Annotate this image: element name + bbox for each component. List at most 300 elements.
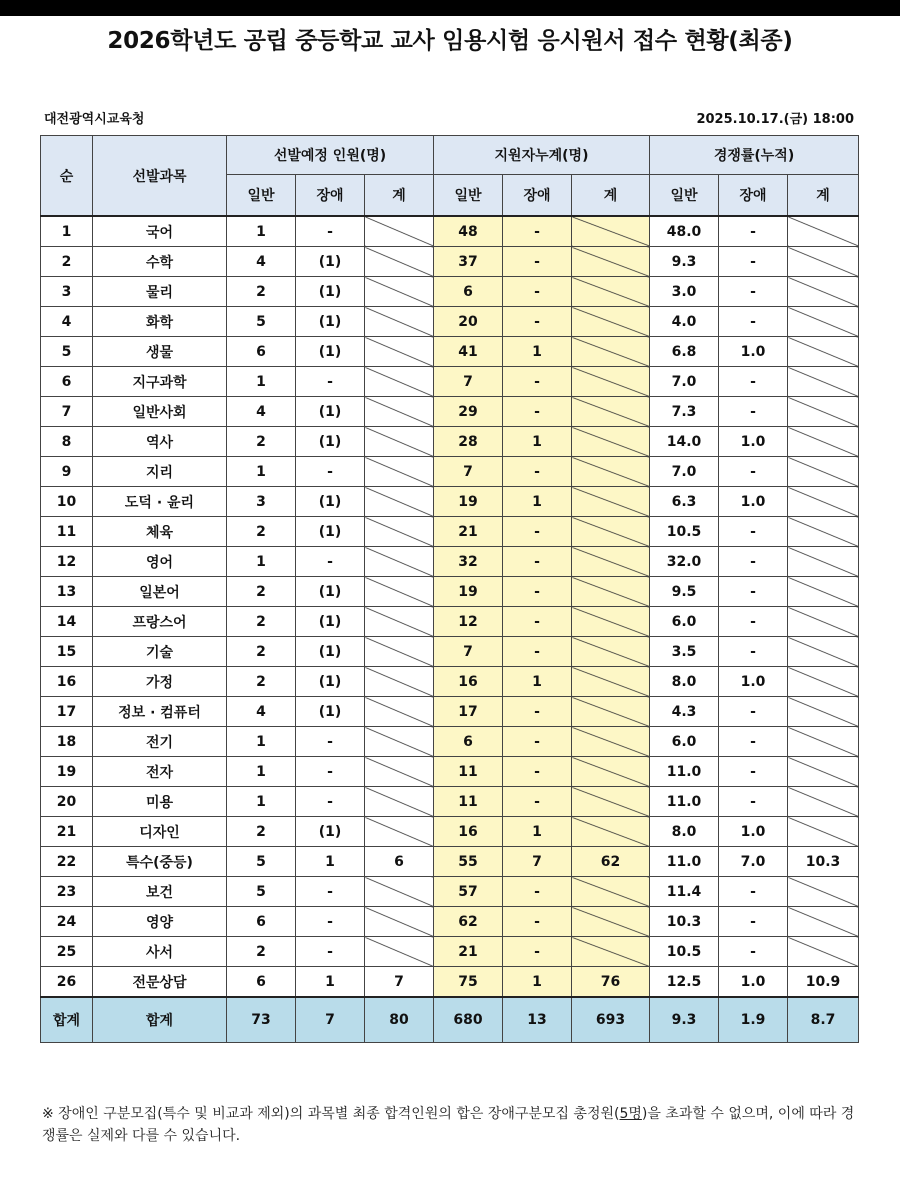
cell-applicants-total — [572, 337, 650, 367]
cell-ratio-total — [788, 457, 859, 487]
cell-quota-general: 2 — [227, 607, 296, 637]
cell-ratio-general: 11.0 — [650, 787, 719, 817]
table-header — [41, 136, 859, 217]
cell-quota-total — [365, 697, 434, 727]
cell-subject: 영어 — [93, 547, 227, 577]
cell-quota-total — [365, 637, 434, 667]
cell-applicants-disabled: 13 — [503, 997, 572, 1043]
table-row — [41, 277, 859, 307]
cell-ratio-disabled: - — [719, 307, 788, 337]
cell-applicants-total — [572, 667, 650, 697]
cell-applicants-general: 48 — [434, 216, 503, 247]
table-row — [41, 847, 859, 877]
cell-ratio-general: 11.0 — [650, 757, 719, 787]
cell-quota-general: 73 — [227, 997, 296, 1043]
header-applicants-total: 계 — [572, 175, 650, 217]
cell-applicants-disabled: - — [503, 457, 572, 487]
cell-subject: 물리 — [93, 277, 227, 307]
cell-applicants-total: 76 — [572, 967, 650, 998]
cell-ratio-general: 10.3 — [650, 907, 719, 937]
header-quota-general: 일반 — [227, 175, 296, 217]
cell-no: 8 — [41, 427, 93, 457]
cell-subject: 미용 — [93, 787, 227, 817]
cell-subject: 국어 — [93, 216, 227, 247]
cell-quota-general: 1 — [227, 457, 296, 487]
cell-quota-total — [365, 607, 434, 637]
cell-ratio-general: 11.0 — [650, 847, 719, 877]
cell-quota-disabled: - — [296, 727, 365, 757]
cell-applicants-general: 7 — [434, 637, 503, 667]
header-quota-total: 계 — [365, 175, 434, 217]
cell-ratio-disabled: - — [719, 367, 788, 397]
cell-ratio-disabled: - — [719, 787, 788, 817]
cell-subject: 지구과학 — [93, 367, 227, 397]
cell-quota-total: 80 — [365, 997, 434, 1043]
cell-applicants-general: 7 — [434, 367, 503, 397]
cell-ratio-general: 9.5 — [650, 577, 719, 607]
cell-applicants-general: 6 — [434, 277, 503, 307]
cell-no: 23 — [41, 877, 93, 907]
cell-quota-disabled: 1 — [296, 967, 365, 998]
cell-ratio-disabled: 7.0 — [719, 847, 788, 877]
cell-ratio-general: 6.3 — [650, 487, 719, 517]
cell-ratio-general: 12.5 — [650, 967, 719, 998]
cell-applicants-disabled: 1 — [503, 817, 572, 847]
cell-applicants-general: 11 — [434, 787, 503, 817]
cell-no: 20 — [41, 787, 93, 817]
cell-quota-total — [365, 337, 434, 367]
cell-ratio-general: 6.8 — [650, 337, 719, 367]
cell-applicants-general: 62 — [434, 907, 503, 937]
cell-applicants-total — [572, 397, 650, 427]
cell-quota-disabled: (1) — [296, 307, 365, 337]
cell-ratio-general: 32.0 — [650, 547, 719, 577]
cell-quota-disabled: (1) — [296, 427, 365, 457]
cell-quota-total — [365, 547, 434, 577]
cell-ratio-disabled: - — [719, 547, 788, 577]
cell-subject: 화학 — [93, 307, 227, 337]
cell-applicants-general: 7 — [434, 457, 503, 487]
cell-quota-general: 2 — [227, 427, 296, 457]
cell-ratio-disabled: - — [719, 216, 788, 247]
footnote-underlined: 5명 — [619, 1106, 642, 1122]
header-subject: 선발과목 — [93, 136, 227, 217]
cell-no: 11 — [41, 517, 93, 547]
cell-applicants-disabled: - — [503, 607, 572, 637]
cell-quota-total — [365, 817, 434, 847]
table-row — [41, 937, 859, 967]
cell-quota-general: 4 — [227, 247, 296, 277]
application-status-table — [40, 135, 859, 1043]
cell-subject: 전문상담 — [93, 967, 227, 998]
cell-subject: 역사 — [93, 427, 227, 457]
cell-ratio-general: 14.0 — [650, 427, 719, 457]
cell-no: 4 — [41, 307, 93, 337]
cell-ratio-disabled: 1.0 — [719, 967, 788, 998]
cell-applicants-disabled: 7 — [503, 847, 572, 877]
cell-applicants-disabled: - — [503, 547, 572, 577]
cell-quota-disabled: (1) — [296, 817, 365, 847]
cell-quota-disabled: (1) — [296, 697, 365, 727]
header-quota-disabled: 장애 — [296, 175, 365, 217]
cell-applicants-total: 693 — [572, 997, 650, 1043]
cell-subject: 지리 — [93, 457, 227, 487]
cell-quota-disabled: (1) — [296, 667, 365, 697]
cell-no: 5 — [41, 337, 93, 367]
cell-applicants-general: 19 — [434, 577, 503, 607]
cell-subject: 생물 — [93, 337, 227, 367]
cell-ratio-total — [788, 757, 859, 787]
table-row — [41, 547, 859, 577]
cell-ratio-general: 4.0 — [650, 307, 719, 337]
table-row — [41, 787, 859, 817]
cell-applicants-total — [572, 877, 650, 907]
table-row — [41, 367, 859, 397]
cell-ratio-total — [788, 277, 859, 307]
cell-applicants-disabled: - — [503, 277, 572, 307]
cell-applicants-general: 17 — [434, 697, 503, 727]
cell-no: 3 — [41, 277, 93, 307]
cell-applicants-general: 12 — [434, 607, 503, 637]
cell-applicants-total — [572, 937, 650, 967]
cell-ratio-total — [788, 937, 859, 967]
cell-quota-total: 7 — [365, 967, 434, 998]
cell-ratio-disabled: - — [719, 247, 788, 277]
cell-quota-disabled: - — [296, 547, 365, 577]
footnote-text-1: ※ 장애인 구분모집(특수 및 비교과 제외)의 과목별 최종 합격인원의 합은 장애구분모집 총정원( — [42, 1106, 620, 1122]
cell-applicants-total — [572, 457, 650, 487]
cell-ratio-disabled: - — [719, 727, 788, 757]
cell-quota-disabled: - — [296, 877, 365, 907]
header-ratio-total: 계 — [788, 175, 859, 217]
cell-ratio-total — [788, 427, 859, 457]
cell-no: 13 — [41, 577, 93, 607]
table-row — [41, 757, 859, 787]
cell-subject: 일반사회 — [93, 397, 227, 427]
cell-applicants-disabled: 1 — [503, 967, 572, 998]
cell-applicants-total — [572, 427, 650, 457]
table-row — [41, 907, 859, 937]
cell-applicants-total — [572, 817, 650, 847]
cell-applicants-general: 11 — [434, 757, 503, 787]
cell-applicants-disabled: - — [503, 787, 572, 817]
cell-subject: 사서 — [93, 937, 227, 967]
cell-quota-general: 1 — [227, 216, 296, 247]
cell-quota-general: 1 — [227, 367, 296, 397]
cell-ratio-general: 3.5 — [650, 637, 719, 667]
table-row — [41, 427, 859, 457]
cell-quota-disabled: (1) — [296, 397, 365, 427]
cell-applicants-total — [572, 787, 650, 817]
cell-applicants-disabled: - — [503, 907, 572, 937]
cell-applicants-general: 19 — [434, 487, 503, 517]
cell-quota-general: 2 — [227, 817, 296, 847]
organization-label: 대전광역시교육청 — [44, 112, 145, 127]
cell-ratio-general: 7.3 — [650, 397, 719, 427]
cell-no: 25 — [41, 937, 93, 967]
cell-quota-general: 2 — [227, 577, 296, 607]
table-row — [41, 727, 859, 757]
cell-applicants-total — [572, 487, 650, 517]
cell-ratio-disabled: - — [719, 907, 788, 937]
cell-ratio-total — [788, 877, 859, 907]
cell-ratio-disabled: - — [719, 607, 788, 637]
cell-applicants-disabled: - — [503, 216, 572, 247]
cell-ratio-general: 6.0 — [650, 727, 719, 757]
cell-ratio-total — [788, 727, 859, 757]
cell-quota-general: 1 — [227, 787, 296, 817]
cell-quota-total — [365, 727, 434, 757]
table-row — [41, 817, 859, 847]
cell-quota-disabled: - — [296, 907, 365, 937]
cell-quota-disabled: 1 — [296, 847, 365, 877]
cell-quota-total — [365, 907, 434, 937]
cell-ratio-disabled: - — [719, 637, 788, 667]
cell-quota-total — [365, 397, 434, 427]
cell-applicants-total — [572, 367, 650, 397]
cell-quota-disabled: (1) — [296, 277, 365, 307]
cell-applicants-general: 41 — [434, 337, 503, 367]
cell-ratio-disabled: - — [719, 757, 788, 787]
footnote-text-2: )을 초과할 수 없으며, 이에 따라 경쟁률은 실제와 다를 수 있습니다. — [42, 1106, 855, 1144]
cell-subject: 영양 — [93, 907, 227, 937]
table-row — [41, 337, 859, 367]
cell-quota-disabled: - — [296, 757, 365, 787]
cell-applicants-disabled: - — [503, 877, 572, 907]
cell-no: 19 — [41, 757, 93, 787]
cell-quota-general: 4 — [227, 397, 296, 427]
cell-no: 합계 — [41, 997, 93, 1043]
cell-applicants-general: 32 — [434, 547, 503, 577]
cell-quota-disabled: (1) — [296, 247, 365, 277]
cell-applicants-general: 55 — [434, 847, 503, 877]
header-applicants-disabled: 장애 — [503, 175, 572, 217]
header-no: 순 — [41, 136, 93, 217]
cell-applicants-general: 6 — [434, 727, 503, 757]
cell-quota-disabled: (1) — [296, 577, 365, 607]
cell-quota-total — [365, 787, 434, 817]
cell-subject: 기술 — [93, 637, 227, 667]
cell-ratio-total — [788, 517, 859, 547]
cell-no: 7 — [41, 397, 93, 427]
cell-ratio-total — [788, 637, 859, 667]
cell-applicants-total — [572, 757, 650, 787]
cell-quota-general: 4 — [227, 697, 296, 727]
table-row — [41, 307, 859, 337]
cell-no: 12 — [41, 547, 93, 577]
cell-quota-disabled: - — [296, 787, 365, 817]
cell-quota-disabled: 7 — [296, 997, 365, 1043]
cell-no: 10 — [41, 487, 93, 517]
cell-no: 24 — [41, 907, 93, 937]
cell-quota-general: 2 — [227, 277, 296, 307]
cell-applicants-total — [572, 277, 650, 307]
cell-ratio-total — [788, 667, 859, 697]
table-row — [41, 607, 859, 637]
cell-ratio-disabled: 1.0 — [719, 337, 788, 367]
table-row — [41, 967, 859, 998]
cell-subject: 체육 — [93, 517, 227, 547]
cell-ratio-disabled: - — [719, 877, 788, 907]
table-row — [41, 577, 859, 607]
cell-ratio-disabled: 1.0 — [719, 427, 788, 457]
cell-applicants-general: 28 — [434, 427, 503, 457]
cell-applicants-disabled: - — [503, 697, 572, 727]
top-black-bar — [0, 0, 900, 16]
cell-quota-total — [365, 277, 434, 307]
cell-no: 21 — [41, 817, 93, 847]
header-quota: 선발예정 인원(명) — [227, 136, 434, 175]
table-row — [41, 637, 859, 667]
cell-quota-disabled: - — [296, 216, 365, 247]
cell-subject: 프랑스어 — [93, 607, 227, 637]
cell-ratio-total — [788, 367, 859, 397]
cell-quota-total — [365, 307, 434, 337]
table-row — [41, 517, 859, 547]
cell-ratio-disabled: - — [719, 937, 788, 967]
cell-ratio-general: 48.0 — [650, 216, 719, 247]
cell-quota-total — [365, 487, 434, 517]
cell-subject: 전자 — [93, 757, 227, 787]
cell-quota-total — [365, 877, 434, 907]
cell-quota-general: 5 — [227, 307, 296, 337]
cell-ratio-total: 10.9 — [788, 967, 859, 998]
cell-quota-general: 6 — [227, 337, 296, 367]
cell-ratio-general: 9.3 — [650, 997, 719, 1043]
table-row — [41, 247, 859, 277]
cell-quota-total — [365, 367, 434, 397]
cell-no: 14 — [41, 607, 93, 637]
cell-quota-general: 1 — [227, 727, 296, 757]
cell-quota-disabled: - — [296, 367, 365, 397]
cell-applicants-general: 29 — [434, 397, 503, 427]
cell-quota-general: 2 — [227, 637, 296, 667]
cell-quota-total — [365, 216, 434, 247]
cell-ratio-general: 11.4 — [650, 877, 719, 907]
cell-applicants-disabled: 1 — [503, 667, 572, 697]
cell-quota-general: 2 — [227, 937, 296, 967]
cell-ratio-total — [788, 247, 859, 277]
cell-applicants-total — [572, 547, 650, 577]
cell-quota-disabled: (1) — [296, 487, 365, 517]
cell-ratio-disabled: - — [719, 577, 788, 607]
cell-applicants-total — [572, 307, 650, 337]
cell-ratio-disabled: 1.0 — [719, 667, 788, 697]
cell-quota-general: 6 — [227, 967, 296, 998]
cell-quota-general: 1 — [227, 547, 296, 577]
cell-subject: 정보 · 컴퓨터 — [93, 697, 227, 727]
cell-applicants-general: 37 — [434, 247, 503, 277]
cell-applicants-total — [572, 697, 650, 727]
cell-quota-total — [365, 427, 434, 457]
cell-applicants-disabled: - — [503, 367, 572, 397]
cell-ratio-general: 3.0 — [650, 277, 719, 307]
cell-ratio-total — [788, 697, 859, 727]
cell-applicants-total — [572, 517, 650, 547]
cell-ratio-total: 10.3 — [788, 847, 859, 877]
page-title: 2026학년도 공립 중등학교 교사 임용시험 응시원서 접수 현황(최종) — [107, 28, 793, 54]
cell-applicants-general: 680 — [434, 997, 503, 1043]
total-row — [41, 997, 859, 1043]
cell-quota-disabled: (1) — [296, 517, 365, 547]
header-ratio-general: 일반 — [650, 175, 719, 217]
cell-applicants-general: 20 — [434, 307, 503, 337]
cell-subject: 전기 — [93, 727, 227, 757]
cell-ratio-general: 9.3 — [650, 247, 719, 277]
cell-ratio-general: 6.0 — [650, 607, 719, 637]
cell-subject: 보건 — [93, 877, 227, 907]
cell-applicants-disabled: 1 — [503, 427, 572, 457]
cell-applicants-disabled: - — [503, 637, 572, 667]
cell-no: 6 — [41, 367, 93, 397]
cell-quota-total — [365, 577, 434, 607]
cell-applicants-disabled: 1 — [503, 487, 572, 517]
cell-ratio-total: 8.7 — [788, 997, 859, 1043]
cell-no: 16 — [41, 667, 93, 697]
cell-ratio-disabled: - — [719, 517, 788, 547]
cell-no: 26 — [41, 967, 93, 998]
cell-ratio-total — [788, 817, 859, 847]
cell-applicants-disabled: - — [503, 397, 572, 427]
table-row — [41, 397, 859, 427]
cell-quota-disabled: (1) — [296, 607, 365, 637]
cell-quota-general: 1 — [227, 757, 296, 787]
table-row — [41, 697, 859, 727]
cell-ratio-disabled: 1.9 — [719, 997, 788, 1043]
cell-applicants-disabled: 1 — [503, 337, 572, 367]
cell-no: 15 — [41, 637, 93, 667]
table-row — [41, 487, 859, 517]
cell-ratio-total — [788, 487, 859, 517]
cell-ratio-total — [788, 547, 859, 577]
cell-applicants-general: 75 — [434, 967, 503, 998]
cell-ratio-disabled: - — [719, 697, 788, 727]
cell-applicants-disabled: - — [503, 517, 572, 547]
date-label: 2025.10.17.(금) 18:00 — [696, 112, 854, 127]
cell-quota-total — [365, 517, 434, 547]
cell-ratio-disabled: - — [719, 397, 788, 427]
cell-subject: 가정 — [93, 667, 227, 697]
cell-ratio-total — [788, 337, 859, 367]
cell-quota-total — [365, 247, 434, 277]
cell-applicants-disabled: - — [503, 757, 572, 787]
cell-quota-general: 6 — [227, 907, 296, 937]
cell-applicants-total — [572, 607, 650, 637]
table-row — [41, 457, 859, 487]
cell-applicants-general: 21 — [434, 937, 503, 967]
cell-no: 18 — [41, 727, 93, 757]
header-applicants: 지원자누계(명) — [434, 136, 650, 175]
cell-no: 9 — [41, 457, 93, 487]
cell-quota-general: 5 — [227, 877, 296, 907]
cell-no: 2 — [41, 247, 93, 277]
cell-quota-general: 5 — [227, 847, 296, 877]
cell-ratio-total — [788, 307, 859, 337]
cell-ratio-general: 4.3 — [650, 697, 719, 727]
cell-applicants-general: 16 — [434, 667, 503, 697]
cell-applicants-total — [572, 247, 650, 277]
cell-ratio-general: 7.0 — [650, 367, 719, 397]
cell-no: 22 — [41, 847, 93, 877]
cell-ratio-disabled: - — [719, 457, 788, 487]
cell-applicants-disabled: - — [503, 247, 572, 277]
cell-quota-general: 2 — [227, 517, 296, 547]
cell-ratio-total — [788, 577, 859, 607]
cell-subject: 도덕 · 윤리 — [93, 487, 227, 517]
footnote — [42, 1103, 862, 1147]
cell-quota-total — [365, 457, 434, 487]
cell-ratio-disabled: 1.0 — [719, 817, 788, 847]
